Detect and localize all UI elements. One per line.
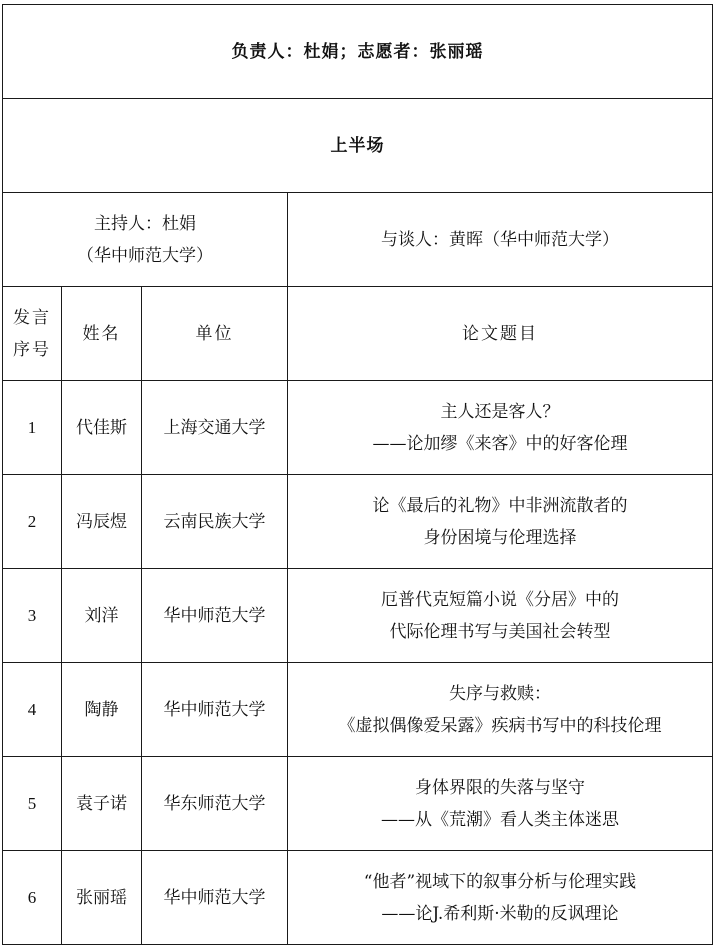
table-row xyxy=(3,475,713,569)
row-title-line2: ——论J.希利斯·米勒的反讽理论 xyxy=(381,903,619,924)
host-cell xyxy=(3,193,288,287)
responsible-cell: 负责人：杜娟；志愿者：张丽瑶 xyxy=(3,5,713,99)
row-title-line2: ——论加缪《来客》中的好客伦理 xyxy=(372,433,628,454)
row-unit: 华中师范大学 xyxy=(142,569,288,663)
row-name: 袁子诺 xyxy=(62,757,142,851)
header-unit: 单位 xyxy=(142,287,288,381)
responsible-row xyxy=(3,5,713,99)
row-order: 5 xyxy=(3,757,62,851)
row-title-line2: 《虚拟偶像爱呆露》疾病书写中的科技伦理 xyxy=(338,715,662,736)
table-row xyxy=(3,381,713,475)
row-title-line1: 主人还是客人？ xyxy=(440,401,560,422)
host-row xyxy=(3,193,713,287)
table-row xyxy=(3,569,713,663)
row-unit: 华东师范大学 xyxy=(142,757,288,851)
row-unit: 华中师范大学 xyxy=(142,851,288,945)
row-title-line2: 身份困境与伦理选择 xyxy=(423,527,577,548)
header-order xyxy=(3,287,62,381)
row-name: 冯辰煜 xyxy=(62,475,142,569)
header-order-line1: 发言 xyxy=(13,307,51,328)
table-row xyxy=(3,757,713,851)
discussant-cell: 与谈人：黄晖（华中师范大学） xyxy=(288,193,713,287)
row-name: 张丽瑶 xyxy=(62,851,142,945)
row-order: 3 xyxy=(3,569,62,663)
row-order: 2 xyxy=(3,475,62,569)
row-title xyxy=(288,381,713,475)
row-title xyxy=(288,475,713,569)
row-order: 1 xyxy=(3,381,62,475)
row-unit: 云南民族大学 xyxy=(142,475,288,569)
row-title xyxy=(288,757,713,851)
row-title-line2: ——从《荒潮》看人类主体迷思 xyxy=(381,809,619,830)
header-row xyxy=(3,287,713,381)
schedule-table xyxy=(2,4,713,945)
row-title-line1: “他者”视域下的叙事分析与伦理实践 xyxy=(363,871,637,892)
row-name: 代佳斯 xyxy=(62,381,142,475)
host-affiliation: （华中师范大学） xyxy=(77,245,213,266)
row-title-line1: 失序与救赎： xyxy=(449,683,551,704)
header-name: 姓名 xyxy=(62,287,142,381)
host-name: 主持人：杜娟 xyxy=(94,213,196,234)
row-unit: 上海交通大学 xyxy=(142,381,288,475)
row-title-line1: 身体界限的失落与坚守 xyxy=(415,777,585,798)
row-name: 陶静 xyxy=(62,663,142,757)
table-row xyxy=(3,851,713,945)
row-title xyxy=(288,851,713,945)
table-row xyxy=(3,663,713,757)
session-title: 上半场 xyxy=(3,99,713,193)
row-title xyxy=(288,569,713,663)
row-title-line2: 代际伦理书写与美国社会转型 xyxy=(389,621,611,642)
row-order: 6 xyxy=(3,851,62,945)
row-unit: 华中师范大学 xyxy=(142,663,288,757)
row-title-line1: 论《最后的礼物》中非洲流散者的 xyxy=(372,495,628,516)
session-title-row xyxy=(3,99,713,193)
row-title xyxy=(288,663,713,757)
row-name: 刘洋 xyxy=(62,569,142,663)
row-order: 4 xyxy=(3,663,62,757)
header-order-line2: 序号 xyxy=(13,339,51,360)
row-title-line1: 厄普代克短篇小说《分居》中的 xyxy=(381,589,619,610)
header-title: 论文题目 xyxy=(288,287,713,381)
